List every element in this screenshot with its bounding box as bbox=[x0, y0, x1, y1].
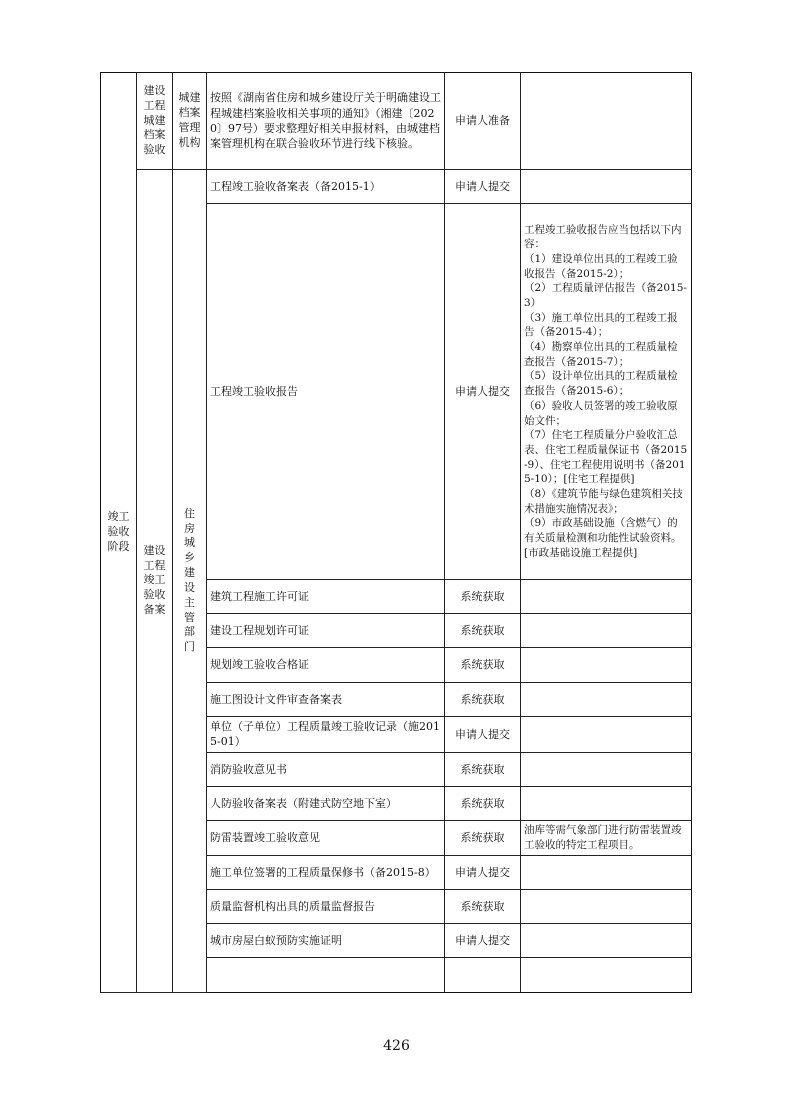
material-cell: 按照《湖南省住房和城乡建设厅关于明确建设工程城建档案验收相关事项的通知》（湘建〔2020〕97号）要求整理好相关申报材料，由城建档案管理机构在联合验收环节进行线下核验。 bbox=[207, 73, 445, 170]
material-cell: 建筑工程施工许可证 bbox=[207, 580, 445, 614]
source-cell: 申请人提交 bbox=[445, 923, 521, 957]
note-cell: 工程竣工验收报告应当包括以下内容： （1）建设单位出具的工程竣工验收报告（备2015-2）； （2）工程质量评估报告（备2015-3） （3）施工单位出具的工程竣工报告（备2015-4）； （4）勘察单位出具的工程质量检查报告（备2015-7）； （5）设计单位出具的工程质量检查报告（备2015-6）； （6）验收人员签署的竣工验收原始文件； （7）住宅工程质量分户验收汇总表、住宅工程质量保证书（备2015-9）、住宅工程使用说明书（备2015-10）；[住宅工程提供] （8）《建筑节能与绿色建筑相关技术措施实施情况表》； （9）市政基础设施（含燃气）的有关质量检测和功能性试验资料。[市政基础设施工程提供] bbox=[521, 204, 692, 580]
table-row bbox=[101, 73, 692, 170]
source-cell bbox=[445, 957, 521, 992]
material-cell: 消防验收意见书 bbox=[207, 752, 445, 786]
material-cell bbox=[207, 957, 445, 992]
source-cell: 系统获取 bbox=[445, 889, 521, 923]
org-label: 城建档案管理机构 bbox=[178, 91, 201, 149]
item-label: 建设工程城建档案验收 bbox=[143, 83, 166, 157]
source-cell: 申请人提交 bbox=[445, 855, 521, 889]
material-cell: 单位（子单位）工程质量竣工验收记录（施2015-01） bbox=[207, 717, 445, 753]
source-cell: 申请人提交 bbox=[445, 204, 521, 580]
phase-cell bbox=[101, 73, 137, 993]
materials-table bbox=[100, 72, 692, 993]
note-cell bbox=[521, 683, 692, 717]
note-cell bbox=[521, 889, 692, 923]
note-cell bbox=[521, 580, 692, 614]
source-cell: 系统获取 bbox=[445, 820, 521, 855]
note-cell bbox=[521, 752, 692, 786]
source-cell: 系统获取 bbox=[445, 648, 521, 683]
item-cell bbox=[137, 73, 173, 170]
material-cell: 施工单位签署的工程质量保修书（备2015-8） bbox=[207, 855, 445, 889]
org-label: 住房城乡建设主管部门 bbox=[184, 506, 195, 654]
source-cell: 系统获取 bbox=[445, 580, 521, 614]
note-cell bbox=[521, 855, 692, 889]
table-row bbox=[101, 170, 692, 204]
note-cell bbox=[521, 957, 692, 992]
material-cell: 城市房屋白蚁预防实施证明 bbox=[207, 923, 445, 957]
material-cell: 工程竣工验收报告 bbox=[207, 204, 445, 580]
material-cell: 规划竣工验收合格证 bbox=[207, 648, 445, 683]
material-cell: 质量监督机构出具的质量监督报告 bbox=[207, 889, 445, 923]
material-cell: 建设工程规划许可证 bbox=[207, 614, 445, 648]
material-cell: 施工图设计文件审查备案表 bbox=[207, 683, 445, 717]
phase-label: 竣工验收阶段 bbox=[107, 510, 130, 553]
source-cell: 系统获取 bbox=[445, 752, 521, 786]
source-cell: 申请人提交 bbox=[445, 717, 521, 753]
material-cell: 工程竣工验收备案表（备2015-1） bbox=[207, 170, 445, 204]
item-cell bbox=[137, 170, 173, 993]
source-cell: 申请人提交 bbox=[445, 170, 521, 204]
item-label: 建设工程竣工验收备案 bbox=[143, 543, 166, 617]
note-cell bbox=[521, 170, 692, 204]
material-cell: 防雷装置竣工验收意见 bbox=[207, 820, 445, 855]
org-cell bbox=[173, 170, 207, 993]
note-cell bbox=[521, 73, 692, 170]
note-cell bbox=[521, 923, 692, 957]
note-cell bbox=[521, 648, 692, 683]
material-cell: 人防验收备案表（附建式防空地下室） bbox=[207, 786, 445, 820]
note-cell bbox=[521, 614, 692, 648]
org-cell bbox=[173, 73, 207, 170]
source-cell: 申请人准备 bbox=[445, 73, 521, 170]
source-cell: 系统获取 bbox=[445, 683, 521, 717]
source-cell: 系统获取 bbox=[445, 786, 521, 820]
page-number: 426 bbox=[383, 1038, 410, 1054]
source-cell: 系统获取 bbox=[445, 614, 521, 648]
note-cell: 油库等需气象部门进行防雷装置竣工验收的特定工程项目。 bbox=[521, 820, 692, 855]
note-cell bbox=[521, 717, 692, 753]
note-cell bbox=[521, 786, 692, 820]
